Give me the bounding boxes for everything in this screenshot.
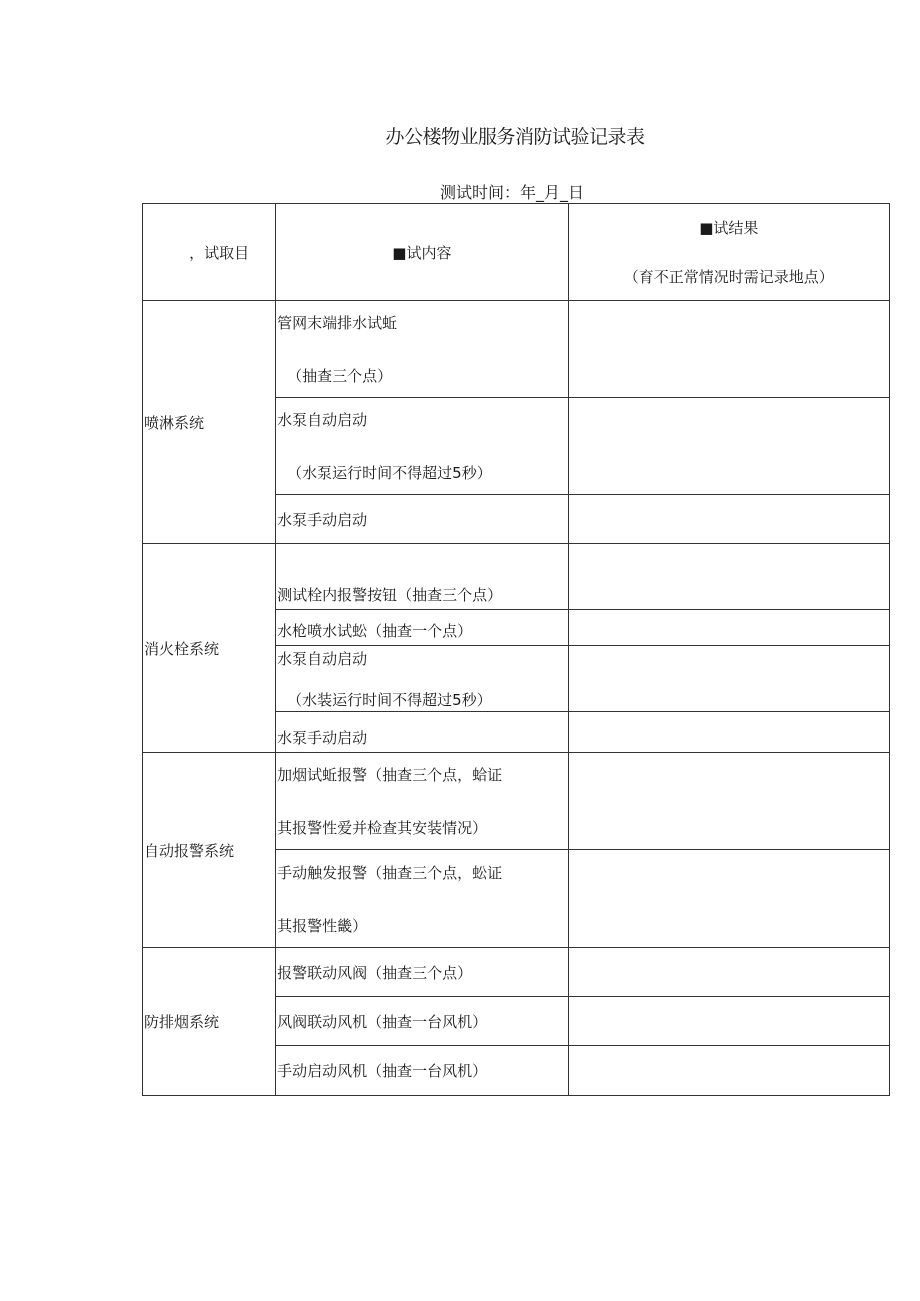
system-cell-auto-alarm: 自动报警系统	[143, 753, 276, 948]
test-item: 水泵手动启动	[276, 495, 568, 544]
test-item	[276, 850, 568, 948]
result-cell[interactable]	[568, 646, 889, 712]
test-item	[276, 646, 568, 712]
result-cell[interactable]	[568, 398, 889, 495]
table-header-row	[143, 204, 890, 301]
table-row	[143, 753, 890, 850]
result-cell[interactable]	[568, 495, 889, 544]
result-cell[interactable]	[568, 301, 889, 398]
test-item-line1: 管网末端排水试蚯	[277, 314, 398, 332]
test-item: 手动启动风机（抽查一台风机）	[276, 1046, 568, 1096]
test-date: 测试时间：年_月_日	[440, 183, 585, 202]
result-cell[interactable]	[568, 544, 889, 610]
test-item-line2: （抽查三个点）	[287, 367, 393, 385]
header-result	[568, 204, 889, 301]
test-item	[276, 753, 568, 850]
test-item: 水泵手动启动	[276, 712, 568, 753]
result-cell[interactable]	[568, 610, 889, 646]
header-content: ■试内容	[276, 204, 568, 301]
result-cell[interactable]	[568, 850, 889, 948]
test-item: 风阀联动风机（抽查一台风机）	[276, 997, 568, 1046]
header-result-note: （育不正常情况时需记录地点）	[623, 268, 834, 286]
test-item: 测试栓内报警按钮（抽查三个点）	[276, 544, 568, 610]
test-item-line2: （水泵运行时间不得超过5秒）	[287, 464, 492, 482]
test-item-line1: 加烟试蚯报警（抽查三个点，蛤证	[277, 766, 503, 784]
test-item-line1: 水泵自动启动	[277, 411, 368, 429]
test-item-line1: 水泵自动启动	[277, 649, 368, 668]
test-item: 水枪喷水试蚣（抽查一个点）	[276, 610, 568, 646]
system-cell-sprinkler: 喷淋系统	[143, 301, 276, 544]
header-result-title: ■试结果	[699, 219, 759, 237]
table-row	[143, 948, 890, 997]
test-item: 报警联动风阀（抽查三个点）	[276, 948, 568, 997]
table-row	[143, 544, 890, 610]
system-cell-hydrant: 消火栓系统	[143, 544, 276, 753]
test-item-line2: 其报警性爱并检查其安装情况）	[277, 819, 488, 837]
result-cell[interactable]	[568, 753, 889, 850]
result-cell[interactable]	[568, 997, 889, 1046]
test-item	[276, 398, 568, 495]
test-item-line2: 其报警性畿）	[277, 916, 368, 935]
table-row	[143, 301, 890, 398]
test-item-line1: 手动触发报警（抽查三个点，蚣证	[277, 863, 503, 882]
test-item	[276, 301, 568, 398]
system-cell-smoke-exhaust: 防排烟系统	[143, 948, 276, 1096]
test-item-line2: （水装运行时间不得超过5秒）	[287, 690, 492, 709]
header-system: ，试取目	[143, 204, 276, 301]
result-cell[interactable]	[568, 1046, 889, 1096]
result-cell[interactable]	[568, 712, 889, 753]
fire-test-record-table	[142, 203, 890, 1096]
result-cell[interactable]	[568, 948, 889, 997]
page-title: 办公楼物业服务消防试验记录表	[385, 126, 645, 148]
